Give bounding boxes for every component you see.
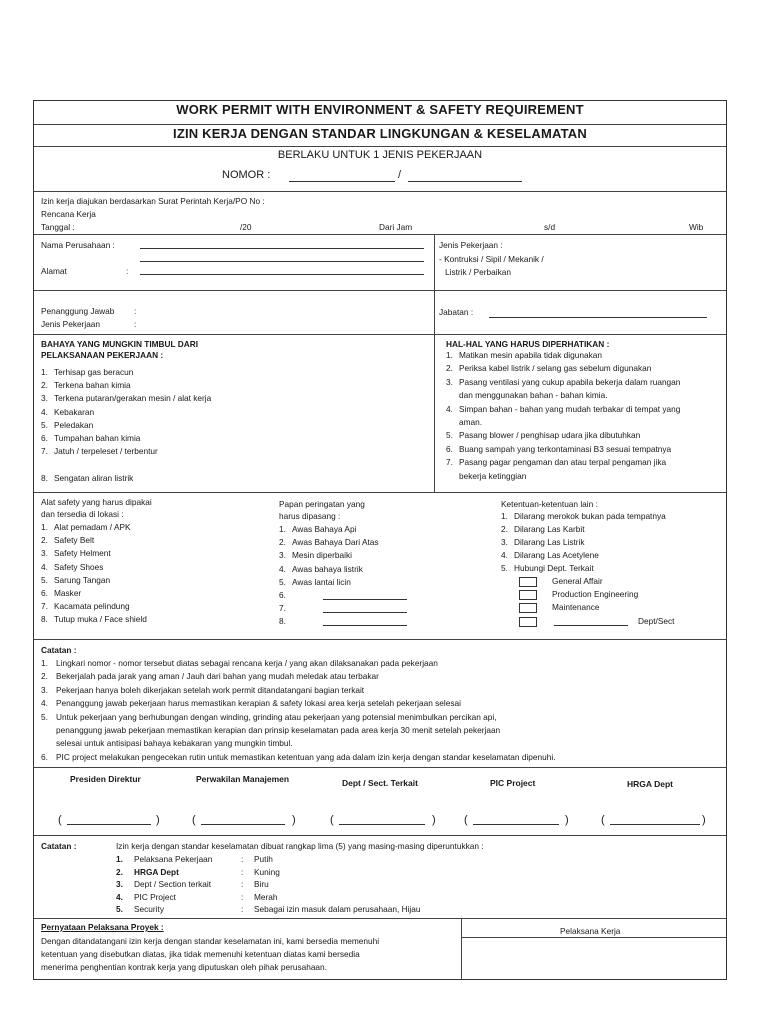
sig-role-hrga-dept: HRGA Dept xyxy=(627,779,673,789)
sig-close-5: ) xyxy=(702,814,706,826)
nomor-field-1[interactable] xyxy=(289,181,395,182)
safety-tools-title-2: dan tersedia di lokasi : xyxy=(41,509,124,519)
item-text: Bekerjalah pada jarak yang aman / Jauh dari bahan yang mudah meledak atau terbakar xyxy=(56,671,379,682)
penanggung-jawab-label: Penanggung Jawab xyxy=(41,306,115,316)
statement-line-3: menerima penghentian kontrak kerja yang diputuskan oleh pihak perusahaan. xyxy=(41,962,327,972)
copy-color: Sebagai izin masuk dalam perusahaan, Hijau xyxy=(254,904,421,914)
other-dept-field[interactable] xyxy=(554,625,628,626)
hazard-item xyxy=(41,420,421,433)
item-text: Penanggung jawab pekerjaan harus memastikan kerapian & safety lokasi area kerja setelah pekerjaan selesai xyxy=(56,698,461,709)
sig-role-pic-project: PIC Project xyxy=(490,778,536,788)
tanggal-year: /20 xyxy=(240,222,252,232)
attention-item xyxy=(446,471,726,484)
hazard-item xyxy=(41,446,421,459)
attention-item xyxy=(446,363,726,376)
warning-sign-item xyxy=(279,616,509,629)
copy-recipient: Pelaksana Pekerjaan xyxy=(134,854,213,864)
hazards-list xyxy=(41,367,421,459)
note-item xyxy=(41,712,721,725)
sig-open-1: ( xyxy=(58,814,62,826)
item-number: 3. xyxy=(41,393,48,404)
pelaksana-kerja-signature-box[interactable] xyxy=(462,938,726,980)
dept-maintenance: Maintenance xyxy=(552,602,600,612)
item-number: 8. xyxy=(279,616,286,627)
item-number: 6. xyxy=(446,443,453,454)
sig-open-5: ( xyxy=(601,814,605,826)
title-id: IZIN KERJA DENGAN STANDAR LINGKUNGAN & KESELAMATAN xyxy=(173,126,587,141)
safety-tools-title-1: Alat safety yang harus dipakai xyxy=(41,497,152,507)
item-number: 8. xyxy=(41,473,48,483)
other-rule-item xyxy=(501,563,726,576)
jabatan-label: Jabatan : xyxy=(439,307,474,317)
hazards-title-1: BAHAYA YANG MUNGKIN TIMBUL DARI xyxy=(41,339,199,349)
item-text: Pasang blower / penghisap udara jika dibutuhkan xyxy=(459,430,641,441)
item-number: 3. xyxy=(41,684,48,695)
sig-role-presiden-direktur: Presiden Direktur xyxy=(70,774,141,784)
item-number: 7. xyxy=(41,446,48,457)
item-number: 5. xyxy=(41,711,48,722)
item-text: Awas lantai licin xyxy=(292,576,351,587)
item-number: 5. xyxy=(41,419,48,430)
warning-sign-item xyxy=(279,550,509,563)
note-item xyxy=(41,658,721,671)
item-number: 4. xyxy=(501,550,508,560)
item-number: 1. xyxy=(279,524,286,534)
item-number: 4. xyxy=(41,561,48,572)
item-text: Sengatan aliran listrik xyxy=(54,473,134,483)
item-text: Dilarang Las Listrik xyxy=(514,537,585,547)
item-text: Matikan mesin apabila tidak digunakan xyxy=(459,350,602,360)
item-text: Awas bahaya listrik xyxy=(292,563,363,574)
alamat-colon: : xyxy=(126,266,129,276)
jabatan-field[interactable] xyxy=(489,317,707,318)
item-text: Dilarang Las Karbit xyxy=(514,524,585,534)
item-text: penanggung jawab pekerjaan memastikan kerapian dan prinsip keselamatan pada area kerja 30 menit setelah pekerjaan xyxy=(56,724,501,735)
item-text: Kacamata pelindung xyxy=(54,601,130,612)
attention-list xyxy=(446,350,726,484)
sig-field-pic-project[interactable] xyxy=(473,824,559,825)
attention-title: HAL-HAL YANG HARUS DIPERHATIKAN : xyxy=(446,339,610,349)
jenis-opt-2: Listrik / Perbaikan xyxy=(445,267,511,277)
item-number: 4. xyxy=(41,698,48,709)
item-text: Peledakan xyxy=(54,419,94,430)
sig-role-dept-sect: Dept / Sect. Terkait xyxy=(342,778,418,788)
item-text: Safety Helment xyxy=(54,548,111,559)
copy-recipient: PIC Project xyxy=(134,891,176,902)
item-number: 5. xyxy=(279,576,286,587)
item-text: Pasang ventilasi yang cukup apabila bekerja dalam ruangan xyxy=(459,376,681,387)
item-number: 1. xyxy=(501,511,508,521)
item-number: 6. xyxy=(41,587,48,598)
jenis-pekerjaan-pj-label: Jenis Pekerjaan xyxy=(41,319,101,329)
copy-colon: : xyxy=(241,879,244,889)
item-number: 2. xyxy=(446,363,453,374)
copy-number: 2. xyxy=(116,866,123,877)
item-text: Mesin diperbaiki xyxy=(292,550,352,561)
sig-field-hrga-dept[interactable] xyxy=(610,824,700,825)
note-item xyxy=(41,671,721,684)
notes-title: Catatan : xyxy=(41,645,77,655)
hazard-item xyxy=(41,367,421,380)
checkbox-maintenance[interactable] xyxy=(519,603,537,613)
copy-color: Biru xyxy=(254,879,269,889)
item-number: 3. xyxy=(446,376,453,387)
copy-recipient: HRGA Dept xyxy=(134,866,179,877)
rencana-kerja-label: Rencana Kerja xyxy=(41,209,96,219)
item-text: Simpan bahan - bahan yang mudah terbakar di tempat yang xyxy=(459,403,681,414)
attention-item xyxy=(446,417,726,430)
item-text: Dilarang merokok bukan pada tempatnya xyxy=(514,511,666,521)
safety-tool-item xyxy=(41,535,271,548)
copy-number: 1. xyxy=(116,854,123,864)
safety-tool-item xyxy=(41,575,271,588)
copy-colon: : xyxy=(241,854,244,864)
wib-label: Wib xyxy=(689,222,704,232)
item-text: bekerja ketinggian xyxy=(459,470,527,481)
work-permit-form xyxy=(33,100,727,980)
item-number: 4. xyxy=(41,406,48,417)
copy-colon: : xyxy=(241,891,244,902)
item-text: Untuk pekerjaan yang berhubungan dengan winding, grinding atau pekerjaan yang potensial menimbulkan percikan api, xyxy=(56,711,497,722)
pj-colon-2: : xyxy=(134,319,137,329)
notes-list xyxy=(41,658,721,765)
item-number: 2. xyxy=(41,671,48,682)
other-rule-item xyxy=(501,537,726,550)
item-text: Awas Bahaya Api xyxy=(292,524,357,534)
item-text: Awas Bahaya Dari Atas xyxy=(292,537,379,548)
item-text: dan menggunakan bahan - bahan kimia. xyxy=(459,390,608,401)
nomor-separator: / xyxy=(398,169,402,181)
other-rule-item xyxy=(501,524,726,537)
other-rule-item xyxy=(501,511,726,524)
tanggal-label: Tanggal : xyxy=(41,222,75,232)
checkbox-other-dept[interactable] xyxy=(519,617,537,627)
item-text: Terkena putaran/gerakan mesin / alat kerja xyxy=(54,393,212,404)
warning-signs-title-1: Papan peringatan yang xyxy=(279,499,365,509)
hazard-item-8 xyxy=(41,473,421,486)
safety-tool-item xyxy=(41,588,271,601)
warning-sign-item xyxy=(279,564,509,577)
copies-list xyxy=(116,854,616,917)
warning-sign-item xyxy=(279,590,509,603)
sig-open-2: ( xyxy=(192,814,196,826)
sig-close-2: ) xyxy=(292,814,296,826)
other-rules-list xyxy=(501,511,726,576)
sig-close-4: ) xyxy=(565,814,569,826)
sig-close-3: ) xyxy=(432,814,436,826)
sig-open-3: ( xyxy=(330,814,334,826)
safety-tool-item xyxy=(41,548,271,561)
nama-perusahaan-label: Nama Perusahaan : xyxy=(41,240,115,250)
item-text: Alat pemadam / APK xyxy=(54,522,131,532)
item-text: Periksa kabel listrik / selang gas sebelum digunakan xyxy=(459,363,652,374)
sig-open-4: ( xyxy=(464,814,468,826)
copy-item xyxy=(116,892,616,905)
pj-colon-1: : xyxy=(134,306,137,316)
copy-colon: : xyxy=(241,904,244,914)
copy-number: 5. xyxy=(116,904,123,914)
item-number: 2. xyxy=(41,380,48,391)
statement-line-2: ketentuan yang disebutkan diatas, jika tidak memenuhi ketentuan diatas kami bersedia xyxy=(41,949,360,959)
other-rules-title: Ketentuan-ketentuan lain : xyxy=(501,499,598,509)
copy-colon: : xyxy=(241,866,244,877)
item-number: 7. xyxy=(41,601,48,612)
item-number: 6. xyxy=(41,751,48,762)
hazard-item xyxy=(41,473,421,486)
item-number: 1. xyxy=(41,522,48,532)
jenis-pekerjaan-label: Jenis Pekerjaan : xyxy=(439,240,503,250)
item-number: 3. xyxy=(41,548,48,559)
item-text: Terhisap gas beracun xyxy=(54,367,134,377)
copies-label: Catatan : xyxy=(41,841,77,851)
item-text: Safety Belt xyxy=(54,535,95,546)
blank-sign-field[interactable] xyxy=(323,599,407,600)
item-number: 1. xyxy=(41,658,48,668)
warning-sign-item xyxy=(279,577,509,590)
pelaksana-kerja-label: Pelaksana Kerja xyxy=(560,926,621,936)
item-number: 8. xyxy=(41,614,48,625)
nama-perusahaan-field-2[interactable] xyxy=(140,261,424,262)
item-text: Hubungi Dept. Terkait xyxy=(514,563,594,573)
dept-sect-label: Dept/Sect xyxy=(638,616,675,626)
note-item xyxy=(41,738,721,751)
item-text: Terkena bahan kimia xyxy=(54,380,131,391)
attention-item xyxy=(446,390,726,403)
checkbox-production-engineering[interactable] xyxy=(519,590,537,600)
jenis-opt-1: - Kontruksi / Sipil / Mekanik / xyxy=(439,254,544,264)
item-number: 4. xyxy=(446,403,453,414)
spk-po-label: Izin kerja diajukan berdasarkan Surat Perintah Kerja/PO No : xyxy=(41,196,265,206)
copy-item xyxy=(116,854,616,867)
item-number: 3. xyxy=(501,537,508,547)
copy-color: Putih xyxy=(254,854,273,864)
hazard-item xyxy=(41,407,421,420)
subtitle: BERLAKU UNTUK 1 JENIS PEKERJAAN xyxy=(277,149,483,161)
attention-item xyxy=(446,404,726,417)
item-number: 6. xyxy=(41,432,48,443)
note-item xyxy=(41,725,721,738)
safety-tools-list xyxy=(41,522,271,628)
warning-signs-title-2: harus dipasang : xyxy=(279,511,341,521)
title-en: WORK PERMIT WITH ENVIRONMENT & SAFETY REQUIREMENT xyxy=(176,102,584,117)
item-text: PIC project melakukan pengecekan rutin untuk memastikan ketentuan yang ada dalam izin kerja dengan standar keselamatan dipenuhi. xyxy=(56,751,556,762)
warning-sign-item xyxy=(279,524,509,537)
item-text: Kebakaran xyxy=(54,406,95,417)
copy-recipient: Security xyxy=(134,904,164,914)
hazard-item xyxy=(41,380,421,393)
item-number: 1. xyxy=(41,367,48,377)
sig-field-presiden-direktur[interactable] xyxy=(67,824,151,825)
item-text: Safety Shoes xyxy=(54,561,104,572)
item-text: Buang sampah yang terkontaminasi B3 sesuai tempatnya xyxy=(459,443,672,454)
attention-item xyxy=(446,430,726,443)
item-number: 6. xyxy=(279,589,286,600)
nama-perusahaan-field[interactable] xyxy=(140,248,424,249)
copy-color: Kuning xyxy=(254,866,280,877)
item-text: Sarung Tangan xyxy=(54,574,111,585)
item-text: Tutup muka / Face shield xyxy=(54,614,147,625)
alamat-label: Alamat xyxy=(41,266,67,276)
sig-role-perwakilan-manajemen: Perwakilan Manajemen xyxy=(196,774,290,784)
sig-field-dept-sect[interactable] xyxy=(339,824,425,825)
attention-item xyxy=(446,377,726,390)
item-text: selesai untuk antisipasi bahaya kebakaran yang mungkin timbul. xyxy=(56,738,293,749)
attention-item xyxy=(446,444,726,457)
copy-number: 4. xyxy=(116,891,123,902)
warning-signs-list xyxy=(279,524,509,630)
hazard-item xyxy=(41,433,421,446)
statement-line-1: Dengan ditandatangani izin kerja dengan standar keselamatan ini, kami bersedia memenuhi xyxy=(41,936,380,946)
note-item xyxy=(41,685,721,698)
copy-number: 3. xyxy=(116,879,123,889)
item-text: Jatuh / terpeleset / terbentur xyxy=(54,446,158,457)
checkbox-general-affair[interactable] xyxy=(519,577,537,587)
item-number: 7. xyxy=(279,603,286,614)
item-number: 4. xyxy=(279,563,286,574)
statement-title: Pernyataan Pelaksana Proyek : xyxy=(41,922,164,932)
item-text: Tumpahan bahan kimia xyxy=(54,432,141,443)
blank-sign-field[interactable] xyxy=(323,625,407,626)
item-text: Lingkari nomor - nomor tersebut diatas sebagai rencana kerja / yang akan dilaksanakan pada pekerjaan xyxy=(56,658,438,668)
copy-recipient: Dept / Section terkait xyxy=(134,879,212,889)
item-number: 5. xyxy=(501,563,508,573)
nomor-label: NOMOR : xyxy=(222,169,271,181)
safety-tool-item xyxy=(41,601,271,614)
attention-item xyxy=(446,350,726,363)
dept-production-engineering: Production Engineering xyxy=(552,589,639,599)
other-rule-item xyxy=(501,550,726,563)
sig-close-1: ) xyxy=(156,814,160,826)
copy-item xyxy=(116,867,616,880)
copy-item xyxy=(116,879,616,892)
item-number: 5. xyxy=(446,430,453,441)
copy-item xyxy=(116,904,616,917)
item-number: 2. xyxy=(279,537,286,548)
item-number: 2. xyxy=(501,524,508,534)
blank-sign-field[interactable] xyxy=(323,612,407,613)
hazards-title-2: PELAKSANAAN PEKERJAAN : xyxy=(41,350,164,360)
item-text: Pasang pagar pengaman dan atau terpal pengaman jika xyxy=(459,457,667,468)
note-item xyxy=(41,698,721,711)
sd-label: s/d xyxy=(544,222,556,232)
safety-tool-item xyxy=(41,522,271,535)
nomor-field-2[interactable] xyxy=(408,181,522,182)
item-number: 3. xyxy=(279,550,286,561)
item-number: 2. xyxy=(41,535,48,546)
item-text: Pekerjaan hanya boleh dikerjakan setelah work permit ditandatangani bagian terkait xyxy=(56,684,365,695)
warning-sign-item xyxy=(279,603,509,616)
note-item xyxy=(41,752,721,765)
copies-text: Izin kerja dengan standar keselamatan dibuat rangkap lima (5) yang masing-masing diperuntukkan : xyxy=(116,841,484,851)
dept-general-affair: General Affair xyxy=(552,576,603,586)
hazard-item xyxy=(41,393,421,406)
attention-item xyxy=(446,457,726,470)
warning-sign-item xyxy=(279,537,509,550)
dari-jam-label: Dari Jam xyxy=(379,222,413,232)
sig-field-perwakilan-manajemen[interactable] xyxy=(201,824,285,825)
item-number: 7. xyxy=(446,457,453,468)
item-number: 5. xyxy=(41,574,48,585)
item-text: Dilarang Las Acetylene xyxy=(514,550,599,560)
alamat-field[interactable] xyxy=(140,274,424,275)
copy-color: Merah xyxy=(254,891,278,902)
safety-tool-item xyxy=(41,562,271,575)
item-text: aman. xyxy=(459,416,483,427)
item-number: 1. xyxy=(446,350,453,360)
item-text: Masker xyxy=(54,587,82,598)
safety-tool-item xyxy=(41,614,271,627)
